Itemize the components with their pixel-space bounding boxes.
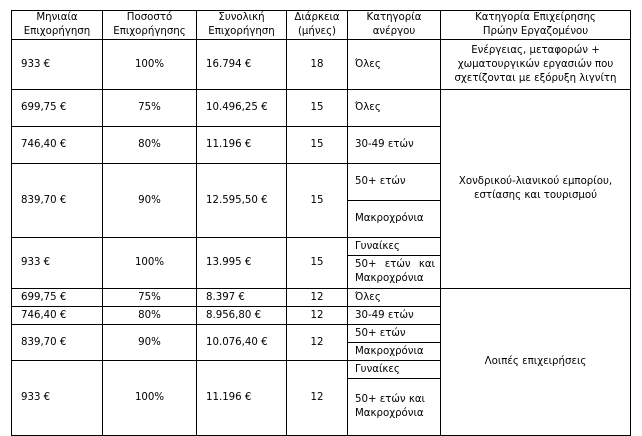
header-line-2: Επιχορήγηση: [23, 26, 91, 38]
cell-business-category-energy: [441, 40, 631, 90]
cell-subsidy-percent: 75%: [103, 289, 197, 307]
cell-total-subsidy: 11.196 €: [197, 361, 287, 436]
cat-token-4: Μακροχρόνια: [355, 273, 424, 285]
cell-subsidy-percent: 80%: [103, 127, 197, 164]
cell-duration: 12: [287, 361, 348, 436]
cell-duration: 18: [287, 40, 348, 90]
cell-total-subsidy: 10.496,25 €: [197, 90, 287, 127]
cell-unemployed-category: Γυναίκες: [348, 361, 441, 379]
cell-subsidy-percent: 90%: [103, 164, 197, 238]
cell-subsidy-percent: 100%: [103, 238, 197, 289]
business-line-2: χωματουργικών εργασιών που: [457, 58, 614, 70]
cell-unemployed-category: 50+ ετών: [348, 325, 441, 343]
cell-unemployed-category: 30-49 ετών: [348, 307, 441, 325]
cell-subsidy-percent: 90%: [103, 325, 197, 361]
header-line-2: Επιχορήγηση: [208, 26, 275, 38]
cell-unemployed-category: Όλες: [348, 40, 441, 90]
cell-total-subsidy: 8.397 €: [197, 289, 287, 307]
category-line-2: Μακροχρόνια: [355, 408, 424, 420]
cell-total-subsidy: 13.995 €: [197, 238, 287, 289]
cell-monthly-subsidy: 933 €: [12, 361, 103, 436]
cell-subsidy-percent: 100%: [103, 40, 197, 90]
table-row: [12, 289, 631, 307]
cell-duration: 12: [287, 307, 348, 325]
table-row: [12, 90, 631, 127]
business-line-1: Χονδρικού-λιανικού εμπορίου,: [458, 176, 613, 188]
cell-monthly-subsidy: 839,70 €: [12, 164, 103, 238]
cell-unemployed-category: Μακροχρόνια: [348, 201, 441, 238]
cell-subsidy-percent: 100%: [103, 361, 197, 436]
cell-unemployed-category: Όλες: [348, 90, 441, 127]
business-line-2: εστίασης και τουρισμού: [473, 190, 598, 202]
cell-monthly-subsidy: 933 €: [12, 238, 103, 289]
cell-duration: 15: [287, 90, 348, 127]
cell-duration: 12: [287, 325, 348, 361]
category-line-1: 50+ ετών και: [355, 394, 426, 406]
table-body: [12, 40, 631, 436]
cell-unemployed-category: 30-49 ετών: [348, 127, 441, 164]
cell-total-subsidy: 10.076,40 €: [197, 325, 287, 361]
column-header-business-category: [441, 11, 631, 40]
table-row: [12, 40, 631, 90]
column-header-monthly-subsidy: [12, 11, 103, 40]
header-line-1: Κατηγορία Επιχείρησης: [475, 12, 596, 23]
cell-total-subsidy: 12.595,50 €: [197, 164, 287, 238]
column-header-subsidy-percent: [103, 11, 197, 40]
header-line-2: ανέργου: [372, 26, 416, 38]
cell-unemployed-category: 50+ ετών: [348, 164, 441, 201]
cell-duration: 15: [287, 127, 348, 164]
header-line-1: Κατηγορία: [366, 12, 422, 23]
column-header-total-subsidy: [197, 11, 287, 40]
cat-token-2: ετών: [384, 259, 411, 271]
column-header-duration: [287, 11, 348, 40]
cell-subsidy-percent: 80%: [103, 307, 197, 325]
cell-unemployed-category: Όλες: [348, 289, 441, 307]
column-header-unemployed-category: [348, 11, 441, 40]
header-line-1: Ποσοστό: [126, 12, 173, 23]
cell-subsidy-percent: 75%: [103, 90, 197, 127]
cell-duration: 12: [287, 289, 348, 307]
cell-monthly-subsidy: 746,40 €: [12, 127, 103, 164]
cat-token-1: 50+: [355, 259, 377, 271]
cell-duration: 15: [287, 164, 348, 238]
header-line-1: Διάρκεια: [294, 12, 340, 23]
cell-monthly-subsidy: 746,40 €: [12, 307, 103, 325]
cell-business-category-other: [441, 289, 631, 436]
cell-unemployed-category-justified: [348, 256, 441, 289]
table-header: [12, 11, 631, 40]
business-line-1: Ενέργειας, μεταφορών +: [471, 44, 600, 56]
cell-monthly-subsidy: 839,70 €: [12, 325, 103, 361]
business-line-1: Λοιπές επιχειρήσεις: [484, 356, 587, 368]
cell-monthly-subsidy: 699,75 €: [12, 289, 103, 307]
cell-unemployed-category: Μακροχρόνια: [348, 343, 441, 361]
subsidy-table: [11, 10, 631, 436]
cell-total-subsidy: 8.956,80 €: [197, 307, 287, 325]
cell-monthly-subsidy: 933 €: [12, 40, 103, 90]
header-row: [12, 11, 631, 40]
cell-monthly-subsidy: 699,75 €: [12, 90, 103, 127]
cell-unemployed-category-wrapped: [348, 379, 441, 436]
header-line-2: Πρώην Εργαζομένου: [482, 26, 589, 38]
header-line-2: (μήνες): [297, 26, 337, 38]
cell-total-subsidy: 11.196 €: [197, 127, 287, 164]
category-justified-line: [355, 258, 435, 272]
header-line-1: Συνολική: [218, 12, 265, 23]
cat-token-3: και: [418, 259, 435, 271]
cell-unemployed-category: Γυναίκες: [348, 238, 441, 256]
business-line-3: σχετίζονται με εξόρυξη λιγνίτη: [454, 72, 617, 84]
cell-total-subsidy: 16.794 €: [197, 40, 287, 90]
header-line-1: Μηνιαία: [36, 12, 78, 23]
header-line-2: Επιχορήγησης: [113, 26, 186, 38]
cell-business-category-wholesale: [441, 90, 631, 289]
cell-duration: 15: [287, 238, 348, 289]
